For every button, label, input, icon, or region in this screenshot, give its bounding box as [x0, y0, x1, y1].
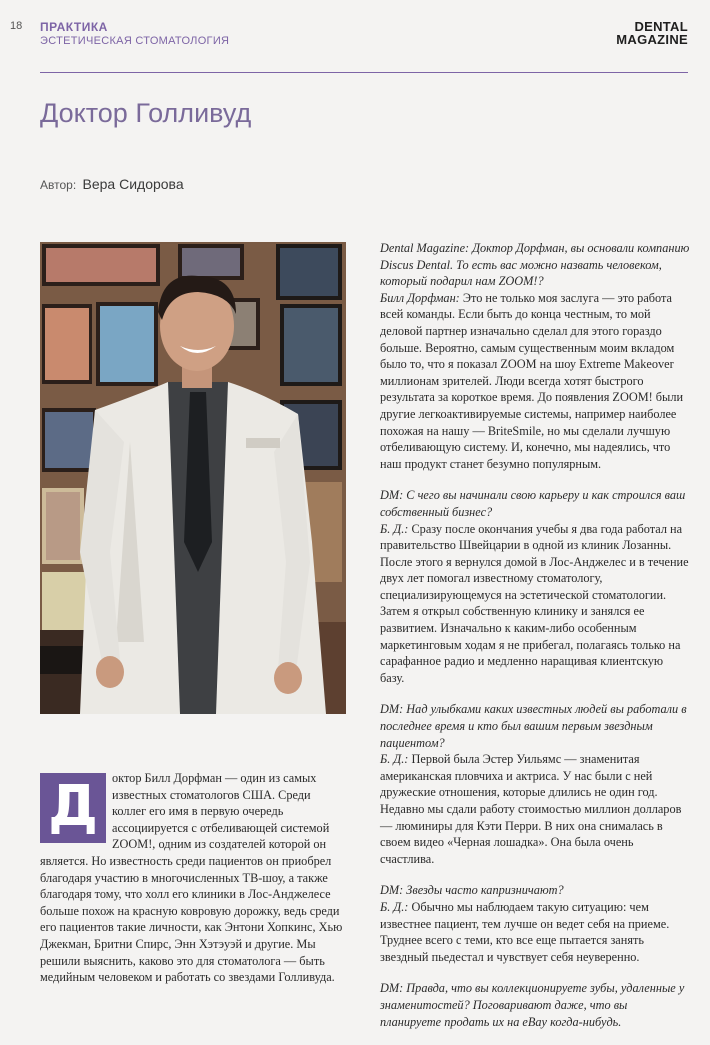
magazine-logo	[616, 20, 688, 46]
question: DM: Правда, что вы коллекционируете зубы, удаленные у знаменитостей? Поговаривают даже, что вы планируете продать их на eBay когда-нибудь.	[380, 981, 685, 1029]
answer	[380, 290, 690, 473]
author-label: Автор:	[40, 178, 77, 192]
article-title: Доктор Голливуд	[40, 98, 252, 128]
qa-block	[380, 980, 690, 1030]
intro-paragraph	[40, 770, 346, 986]
answer	[380, 521, 690, 687]
question: Dental Magazine: Доктор Дорфман, вы основали компанию Discus Dental. То есть вас можно назвать человеком, который подарил нам ZOOM!?	[380, 241, 690, 289]
answer-text: Первой была Эстер Уильямс — знаменитая американская пловчиха и актриса. У нас были с ней дружеские отношения, которые длились не один год. Недавно мы сдали работу стоимостью миллион долларов — люминиры для Кэти Перри. В них она снималась в своем видео «Черная лошадка». Она была очень счастлива.	[380, 752, 682, 866]
answer	[380, 899, 690, 965]
header-divider	[40, 72, 688, 73]
logo-line-1: DENTAL	[634, 19, 688, 34]
dropcap: Д	[40, 773, 106, 843]
question: DM: Звезды часто капризничают?	[380, 883, 564, 898]
author-name: Вера Сидорова	[82, 176, 184, 192]
question: DM: Над улыбками каких известных людей вы работали в последнее время и кто был вашим первым звездным пациентом?	[380, 702, 687, 750]
qa-block	[380, 701, 690, 867]
byline	[40, 176, 184, 192]
question: DM: С чего вы начинали свою карьеру и как строился ваш собственный бизнес?	[380, 488, 686, 519]
answer-text: Обычно мы наблюдаем такую ситуацию: чем известнее пациент, тем лучше он ведет себя на приеме. Труднее всего с теми, кто все еще пытается занять звездный пьедестал и чувствует себя неуверенно.	[380, 899, 670, 964]
answer	[380, 751, 690, 867]
intro-text: октор Билл Дорфман — один из самых известных стоматологов США. Среди коллег его имя в первую очередь ассоциируется с отбеливающей системой ZOOM!, одним из создателей которой он является. Но известность среди пациентов он приобрел благодаря участию в многочисленных ТВ-шоу, а также благодаря тому, что холл его клиники в Лос-Анджелесе больше похож на красную ковровую дорожку, ведь среди его пациентов такие личности, как Энтони Хопкинс, Хью Джекман, Бритни Спирс, Энн Хэтэуэй и другие. Мы решили выяснить, каково это для стоматолога — быть медийным человеком и работать со звездами Голливуда.	[40, 771, 343, 985]
section-subtitle: ЭСТЕТИЧЕСКАЯ СТОМАТОЛОГИЯ	[40, 35, 230, 47]
qa-block	[380, 240, 690, 472]
speaker: Билл Дорфман:	[380, 290, 460, 305]
section-label: ПРАКТИКА	[40, 20, 108, 34]
dentist-portrait-photo	[40, 242, 346, 714]
speaker: Б. Д.:	[380, 899, 409, 914]
qa-block	[380, 882, 690, 965]
interview-column	[380, 240, 690, 1045]
answer-text: Сразу после окончания учебы я два года работал на правительство Швейцарии в одной из клиник Лозанны. После этого я вернулся домой в Лос-Анджелес и в течение двух лет помогал известному стоматологу, специализирующемуся на эстетической стоматологии. Затем я открыл собственную клинику и занялся ее развитием. Изначально к каким-либо особенным маркетинговым ходам я не прибегал, полагаясь только на сарафанное радио и медленно наращивая клиентскую базу.	[380, 521, 689, 685]
speaker: Б. Д.:	[380, 752, 409, 767]
answer-text: Это не только моя заслуга — это работа всей команды. Если быть до конца честным, то мой деловой партнер изначально сделал для этого гораздо больше. Вероятно, самым существенным моим вкладом было то, что я показал ZOOM на шоу Extreme Makeover миллионам зрителей. Люди всегда хотят быстрого результата за короткое время. До появления ZOOM! были другие легкоактивируемые системы, например наиболее похожая на нашу — BriteSmile, но мы сделали лучшую отбеливающую систему. И, конечно, мы надеялись, что наш продукт станет безумно популярным.	[380, 290, 684, 471]
section-header	[40, 20, 229, 48]
logo-line-2: MAGAZINE	[616, 32, 688, 47]
page-number: 18	[10, 20, 23, 32]
qa-block	[380, 487, 690, 686]
speaker: Б. Д.:	[380, 521, 409, 536]
